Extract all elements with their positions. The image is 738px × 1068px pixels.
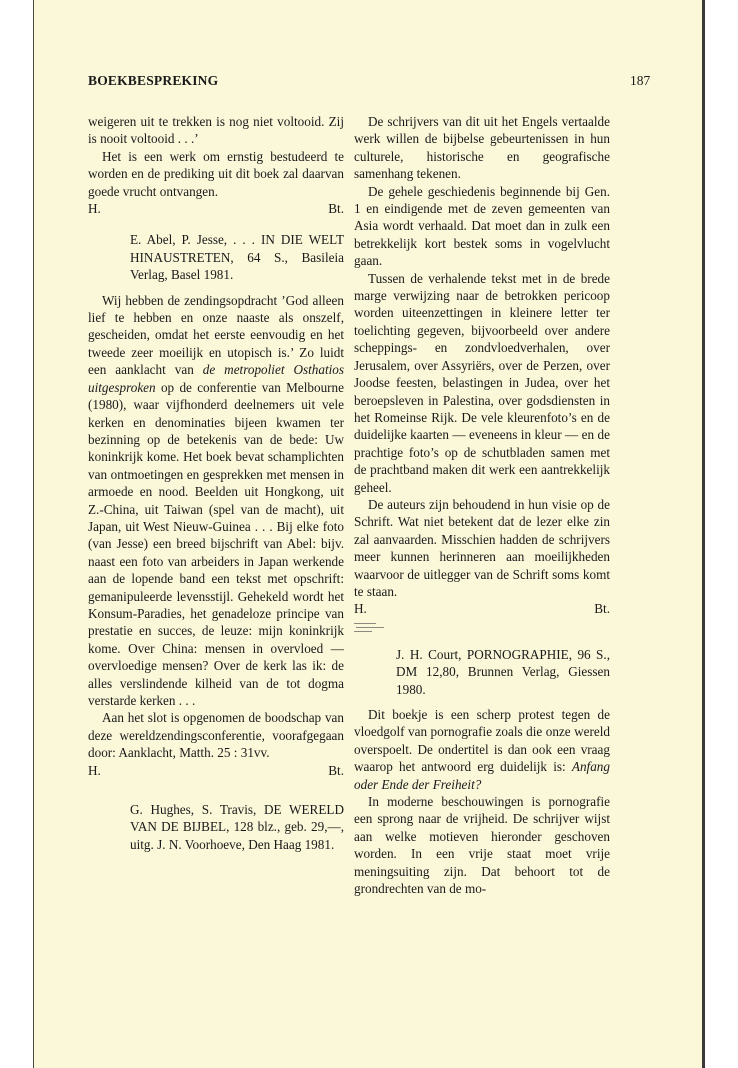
signature-reviewer: Bt. — [328, 762, 344, 778]
paragraph-text: Dit boekje is een scherp protest tegen de vloedgolf van pornografie zoals die onze wereld overspoelt. De ondertitel is dan ook een vraag waarop het antwoord erg duidelijk is: — [354, 707, 610, 775]
paragraph: Tussen de verhalende tekst met in de brede marge verwijzing naar de betrokken pericoop worden uiteenzettingen in kleinere letter ter toelichting gegeven, bijvoorbeeld over andere scheppings- en zondvloedverhalen, over Jerusalem, over Assyriërs, over de Perzen, over Joodse feesten, belastingen in Judea, over het beroepsleven in Palestina, over godsdiensten in het Romeinse Rijk. De vele kleurenfoto’s en de duidelijke kaarten — eveneens in kleur — en de prachtige foto’s op de schutbladen samen met de prachtband maken dit werk een aantrekkelijk geheel. — [354, 270, 610, 495]
signature-initial: H. — [354, 601, 367, 617]
paragraph — [88, 292, 344, 710]
review-signature — [354, 600, 610, 617]
signature-reviewer: Bt. — [594, 601, 610, 617]
signature-reviewer: Bt. — [328, 201, 344, 217]
paragraph-text: Wij hebben de zendingsopdracht ’God alleen lief te hebben en onze naaste als onszelf, gescheiden, omdat het eerste eenvoudig en het tweede zeer moeilijk en utopisch is.’ Zo luidt een aanklacht van — [88, 292, 344, 378]
book-reference: J. H. Court, PORNOGRAPHIE, 96 S., DM 12,80, Brunnen Verlag, Giessen 1980. — [396, 646, 610, 697]
paragraph: De gehele geschiedenis beginnende bij Gen. 1 en eindigende met de zeven gemeenten van Asia wordt verhaald. Dat moet dan in zulk een betrekkelijk kort bestek soms in vogelvlucht gaan. — [354, 183, 610, 269]
right-column — [354, 113, 610, 897]
paragraph: weigeren uit te trekken is nog niet voltooid. Zij is nooit voltooid . . .’ — [88, 114, 344, 147]
signature-initial: H. — [88, 201, 101, 217]
left-column — [88, 113, 344, 861]
paragraph: In moderne beschouwingen is pornografie een sprong naar de vrijheid. De schrijver wijst aan welke motieven hieronder geschoven worden. In een vrije staat moet vrije meningsuiting zijn. Dat behoort tot de grondrechten van de mo- — [354, 794, 610, 897]
paragraph: De auteurs zijn behoudend in hun visie op de Schrift. Wat niet betekent dat de lezer elke zin zal aanvaarden. Misschien hadden de schrijvers meer kunnen herinneren aan moeilijkheden waarvoor de uitlegger van de Schrift soms komt te staan. — [354, 496, 610, 599]
paragraph: De schrijvers van dit uit het Engels vertaalde werk willen de bijbelse gebeurtenissen in hun culturele, historische en geografische samenhang tekenen. — [354, 114, 610, 182]
book-reference: G. Hughes, S. Travis, DE WERELD VAN DE BIJBEL, 128 blz., geb. 29,—, uitg. J. N. Voorhoeve, Den Haag 1981. — [130, 802, 344, 852]
scan-artifact-mark — [354, 620, 388, 634]
signature-initial: H. — [88, 762, 101, 778]
review-signature — [88, 200, 344, 217]
page-number: 187 — [630, 73, 651, 88]
emphasis-text: Anfang oder Ende der Freiheit? — [354, 759, 610, 792]
book-reference: E. Abel, P. Jesse, . . . IN DIE WELT HINAUSTRETEN, 64 S., Basileia Verlag, Basel 1981. — [130, 232, 344, 283]
page-right-edge — [702, 0, 705, 1068]
paragraph: Het is een werk om ernstig bestudeerd te worden en de prediking uit dit boek zal daarvan goede vrucht ontvangen. — [88, 148, 344, 199]
paragraph: Aan het slot is opgenomen de boodschap van deze wereldzendingsconferentie, voorafgegaan door: Aanklacht, Matth. 25 : 31vv. — [88, 710, 344, 761]
emphasis-text: de metropoliet Osthatios uitgesproken — [88, 362, 345, 395]
running-head: BOEKBESPREKING — [88, 73, 219, 88]
paragraph-text: op de conferentie van Melbourne (1980), waar vijfhonderd deelnemers uit vele kerken en denominaties bijeen kwamen ter bezinning op de betekenis van de bede: Uw koninkrijk kome. Het boek bevat schamplichten van ontmoetingen en gesprekken met mensen in armoede en nood. Beelden uit Hongkong, uit Z.-China, uit Taiwan (spel van de macht), uit Japan, uit West Nieuw-Guinea . . . Bij elke foto (van Jesse) een breed bijschrift van Abel: bijv. naast een foto van arbeiders in Japan werkende aan de lopende band een tekst met opschrift: gemanipuleerde levensstijl. Gehekeld wordt het Konsum-Paradies, het genadeloze principe van prestatie en succes, de leuze: mijn koninkrijk kome. Over China: mensen in overvloed — overvloedige mensen? Over de kerk las ik: de alles verslindende kilheid van de tot dogma verstarde kerken . . . — [88, 379, 345, 708]
paragraph — [354, 706, 610, 793]
review-signature — [88, 762, 344, 779]
